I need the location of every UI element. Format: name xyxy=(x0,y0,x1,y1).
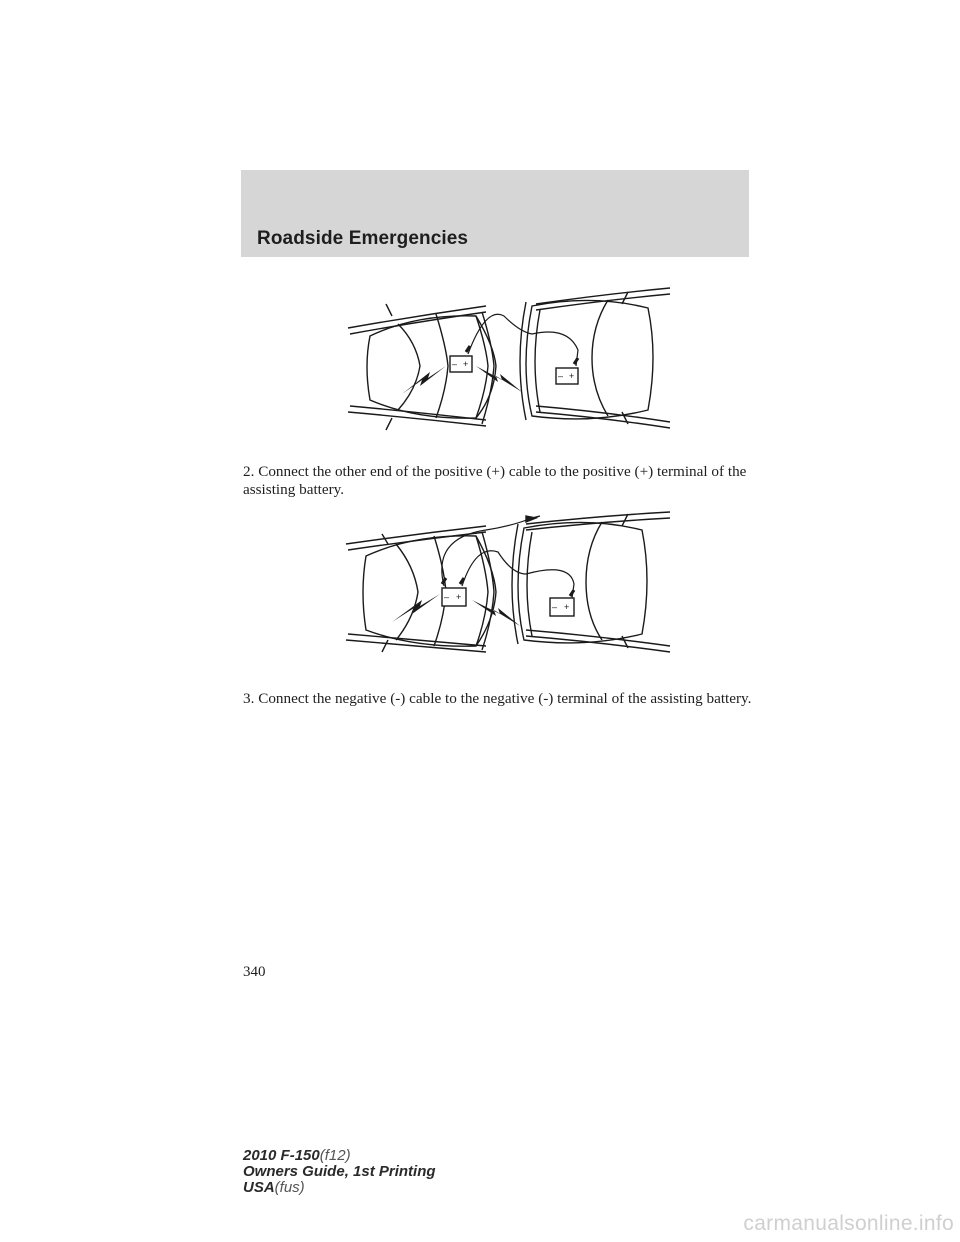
watermark: carmanualsonline.info xyxy=(743,1212,954,1235)
jump-start-diagram-step-2 xyxy=(336,508,676,658)
footer-model: 2010 F-150 xyxy=(243,1147,320,1164)
footer-model-code: (f12) xyxy=(319,1147,351,1164)
assisting-vehicle-outline xyxy=(512,512,670,652)
footer-region-code: (fus) xyxy=(274,1179,305,1196)
svg-text:+: + xyxy=(569,371,575,381)
svg-text:+: + xyxy=(456,592,462,602)
spark-icon xyxy=(476,366,522,392)
disabled-battery xyxy=(442,588,466,606)
disabled-battery xyxy=(450,356,472,372)
instruction-step: 2. Connect the other end of the positive (+) cable to the positive (+) terminal of the assisting battery. xyxy=(243,463,747,498)
disabled-vehicle-outline xyxy=(346,526,496,652)
assisting-vehicle-outline xyxy=(520,288,670,428)
instruction-step: 3. Connect the negative (-) cable to the negative (-) terminal of the assisting battery. xyxy=(243,690,752,707)
spark-icon xyxy=(402,366,446,394)
assisting-battery xyxy=(556,368,578,384)
cable-clamp-icon xyxy=(526,516,540,522)
section-title: Roadside Emergencies xyxy=(257,228,469,249)
footer-region: USA xyxy=(243,1179,275,1196)
svg-text:–: – xyxy=(452,359,458,369)
disabled-vehicle-outline xyxy=(348,304,496,430)
svg-text:–: – xyxy=(444,592,450,602)
svg-text:+: + xyxy=(564,602,570,612)
svg-text:–: – xyxy=(558,371,564,381)
svg-text:+: + xyxy=(463,359,469,369)
svg-text:–: – xyxy=(552,602,558,612)
footer-guide: Owners Guide, 1st Printing xyxy=(243,1163,436,1180)
section-header xyxy=(241,170,749,257)
page-number: 340 xyxy=(243,964,266,980)
jump-start-diagram-step-1 xyxy=(336,286,676,442)
spark-icon xyxy=(392,594,440,622)
document-footer xyxy=(243,1148,436,1196)
assisting-battery xyxy=(550,598,574,616)
